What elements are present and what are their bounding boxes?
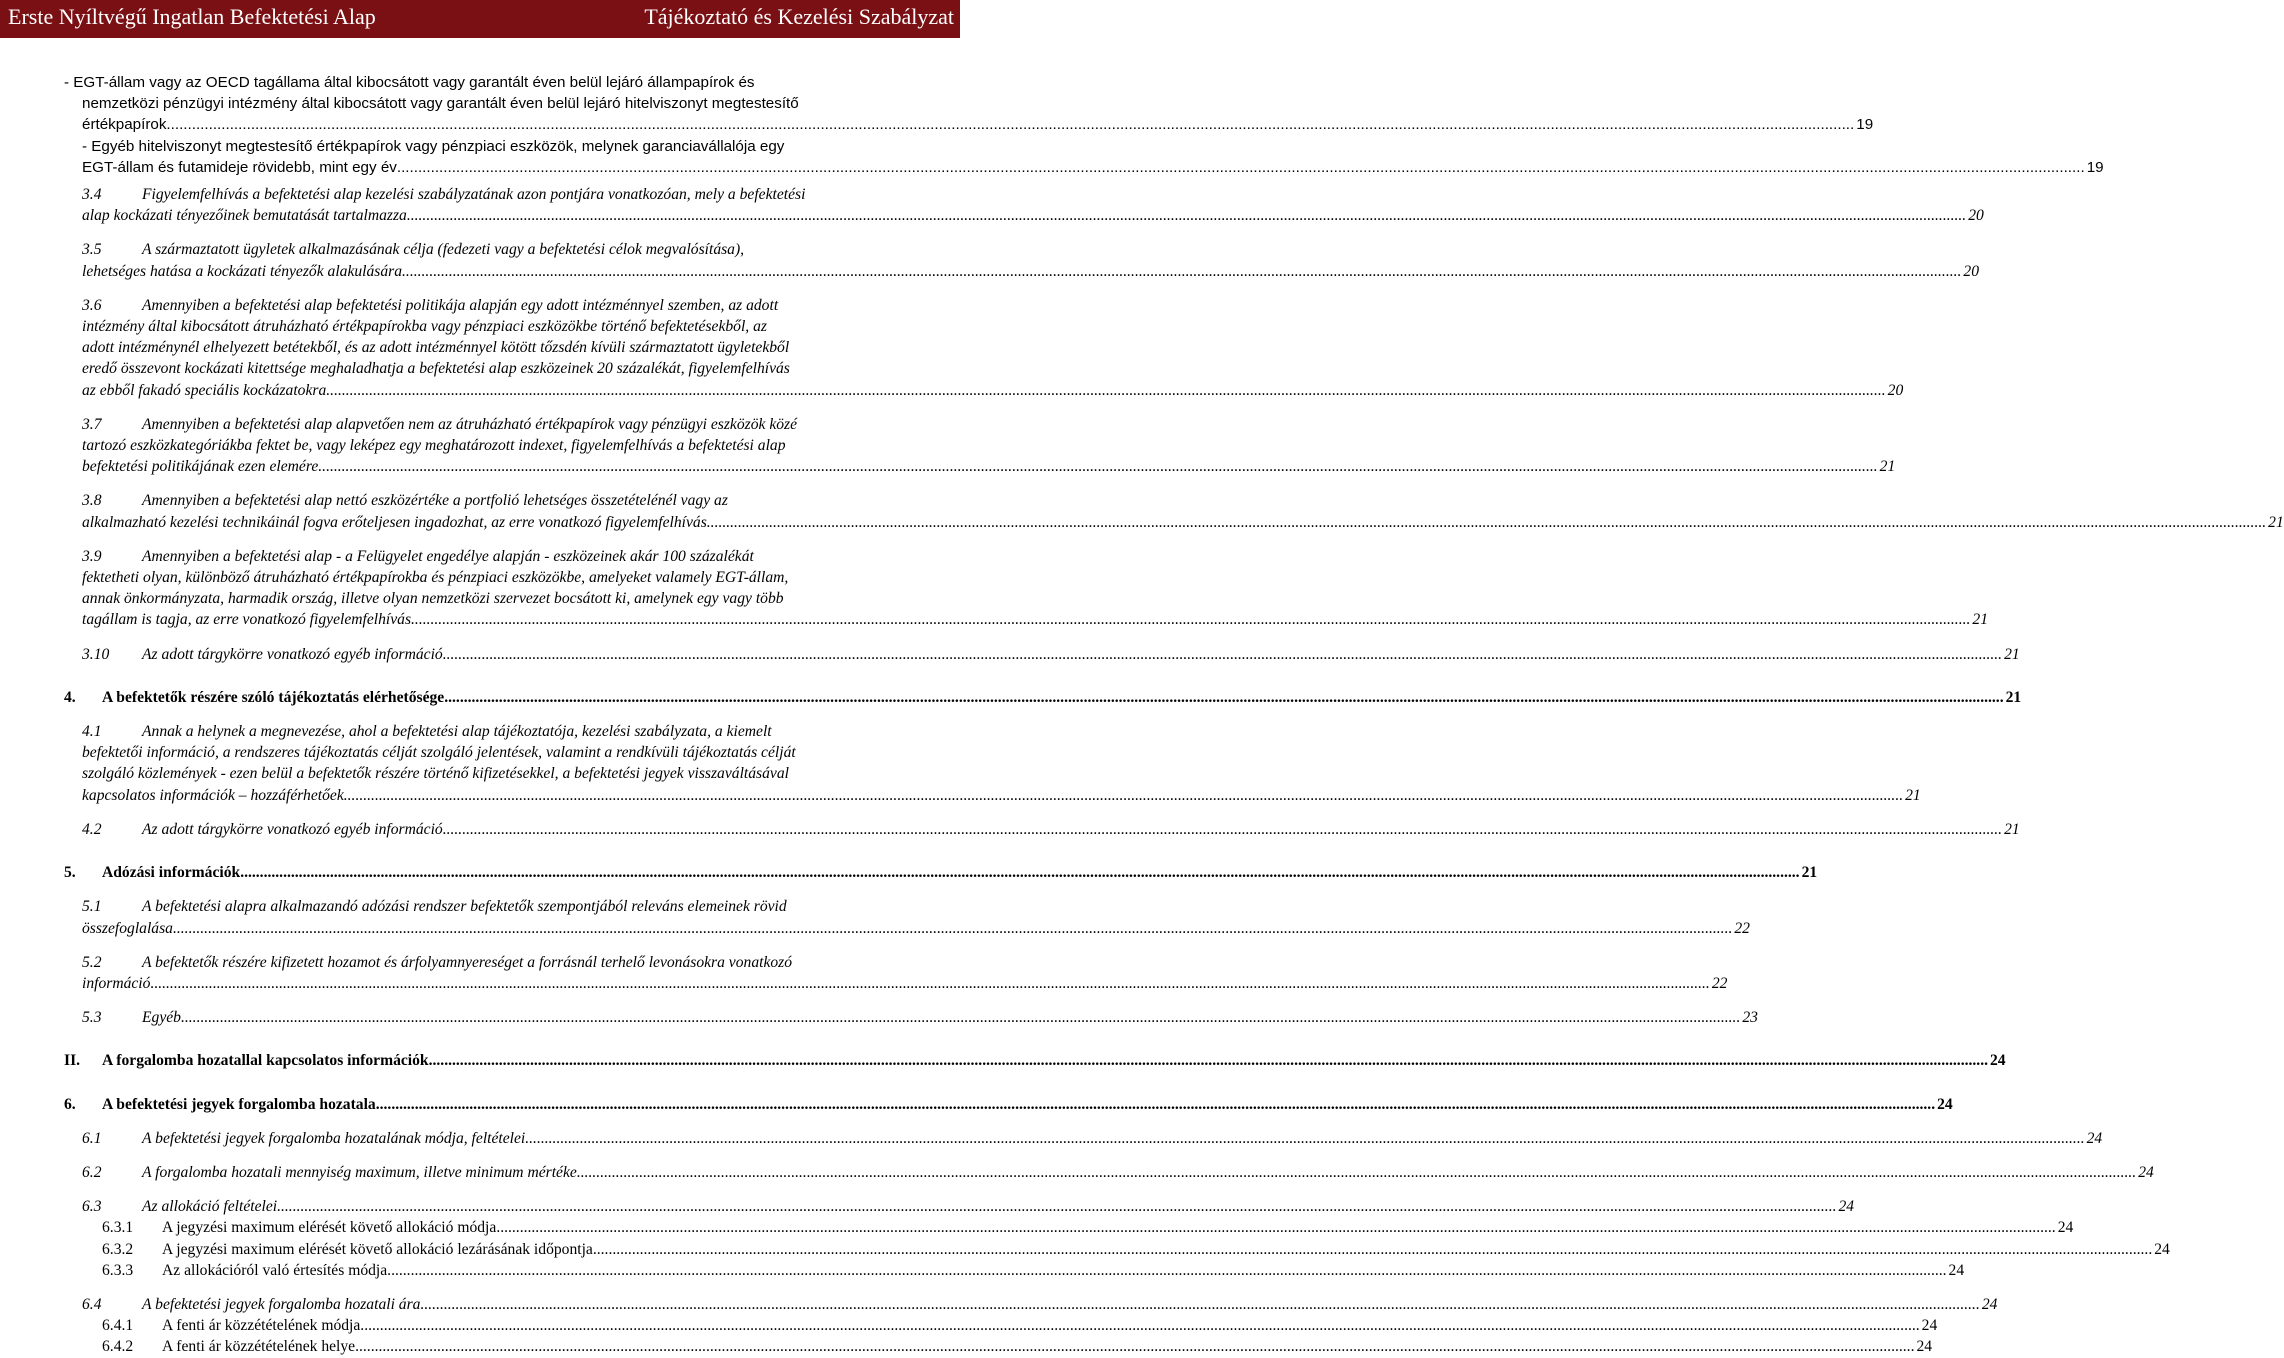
toc-page-number: 24 (2154, 1240, 2170, 1258)
toc-text-line (82, 763, 908, 784)
toc-dotted-line (82, 785, 1921, 806)
toc-line-label (82, 1007, 181, 1028)
toc-entry-e63 (82, 1196, 1855, 1217)
toc-entry-title: A fenti ár közzétételének helye (162, 1338, 356, 1356)
toc-entry-e41 (82, 721, 1921, 806)
toc-dotted-line (82, 512, 2284, 533)
toc-dotted-line (82, 157, 2104, 178)
toc-entry-e631 (82, 1217, 2074, 1238)
toc-entry-title: Adózási információk (102, 864, 241, 882)
toc-page-number: 22 (1711, 974, 1728, 992)
toc-entry-number: 5.1 (82, 898, 102, 916)
toc-entry-state-securities (64, 72, 1874, 136)
toc-entry-other-debt-securities (82, 136, 2104, 178)
toc-text-line (82, 239, 908, 260)
toc-entry-text: A befektetési alapra alkalmazandó adózási rendszer befektetők szempontjából releváns elemeinek rövid (142, 898, 787, 916)
toc-entry-number: 6.4 (82, 1295, 102, 1313)
toc-entry-number: 6.4.1 (102, 1317, 134, 1335)
toc-entry-text: - EGT-állam vagy az OECD tagállama által kibocsátott vagy garantált éven belül lejáró állampapírok és (64, 74, 755, 91)
toc-entry-text: A befektetők részére kifizetett hozamot és árfolyamnyereséget a forrásnál terhelő levonásokra vonatkozó (142, 953, 793, 971)
toc-line-label (102, 1315, 360, 1336)
toc-entry-text: Amennyiben a befektetési alap alapvetően nem az átruházható értékpapírok vagy pénzügyi eszközök közé (142, 415, 798, 433)
toc-dotted-line (82, 973, 1728, 994)
toc-line-label (102, 1217, 496, 1238)
toc-text-line (82, 136, 908, 157)
toc-dotted-line (82, 1239, 2170, 1260)
toc-line-label (82, 157, 397, 178)
toc-entry-number: 3.5 (82, 241, 102, 259)
toc-entry-text: Amennyiben a befektetési alap - a Felügyelet engedélye alapján - eszközeinek akár 100 százalékát (142, 547, 754, 565)
toc-entry-title: Az allokációról való értesítés módja (162, 1261, 388, 1279)
toc-entry-e39 (82, 546, 1988, 631)
toc-text-line (82, 358, 908, 379)
toc-entry-title: A jegyzési maximum elérését követő allokáció módja (162, 1219, 497, 1237)
toc-line-label (82, 973, 150, 994)
toc-text-line (82, 93, 908, 114)
toc-text-line (82, 546, 908, 567)
toc-entry-e64 (82, 1294, 1998, 1315)
toc-entry-e632 (82, 1239, 2170, 1260)
dot-leader: ................................................................................................................................................................................................................................................................................................................................................................................................................ (442, 820, 2003, 838)
toc-dotted-line (82, 1260, 1965, 1281)
toc-entry-title: A forgalomba hozatali mennyiség maximum, illetve minimum mértéke (142, 1163, 577, 1181)
toc-entry-text: annak önkormányzata, harmadik ország, illetve olyan nemzetközi szervezet bocsátott ki, amelynek egy vagy több (82, 590, 784, 608)
toc-page-number: 21 (2004, 645, 2020, 663)
toc-entry-e62 (82, 1162, 2154, 1183)
toc-dotted-line (82, 1162, 2154, 1183)
page-header (0, 0, 960, 38)
toc-line-label (82, 1162, 577, 1183)
toc-entry-e310 (82, 644, 2020, 665)
toc-dotted-line (82, 114, 1874, 135)
toc-dotted-line (82, 1336, 1933, 1357)
toc-entry-title: Az allokáció feltételei (142, 1198, 278, 1216)
toc-entry-title: A befektetők részére szóló tájékoztatás elérhetősége (102, 688, 445, 706)
toc-text-line (82, 567, 908, 588)
toc-dotted-line (82, 609, 1988, 630)
toc-entry-title: A jegyzési maximum elérését követő allokáció lezárásának időpontja (162, 1240, 593, 1258)
toc-entry-e35 (82, 239, 1979, 281)
toc-entry-text: fektetheti olyan, különböző átruházható értékpapírokba és pénzpiaci eszközökbe, amelyeket valamely EGT-állam, (82, 569, 789, 587)
toc-entry-number: 5.2 (82, 953, 102, 971)
toc-entry-number: 4.2 (82, 820, 102, 838)
toc-line-label (82, 644, 443, 665)
dot-leader: ................................................................................................................................................................................................................................................................................................................................................................................................................ (420, 1295, 1980, 1313)
toc-line-label (82, 609, 411, 630)
toc-entry-e61 (82, 1128, 2103, 1149)
toc-page-number: 24 (2086, 1129, 2103, 1147)
toc-entry-number: 6.3.3 (102, 1261, 134, 1279)
dot-leader: ................................................................................................................................................................................................................................................................................................................................................................................................................ (166, 116, 1855, 134)
toc-page-number: 19 (1856, 116, 1874, 134)
toc-line-label (64, 1094, 376, 1115)
toc-page-number: 20 (1887, 381, 1904, 399)
toc-entry-text: Amennyiben a befektetési alap befektetési politikája alapján egy adott intézménnyel szemben, az adott (142, 296, 779, 314)
toc-line-label (82, 918, 173, 939)
toc-page-number: 20 (1968, 207, 1984, 225)
toc-entry-text: alkalmazható kezelési technikáinál fogva erőteljesen ingadozhat, az erre vonatkozó figyelemfelhívás (82, 513, 707, 531)
toc-entry-number: 5. (64, 864, 76, 882)
toc-text-line (82, 896, 908, 917)
toc-line-label (82, 1128, 525, 1149)
toc-line-label (102, 1336, 355, 1357)
header-fund-name: Erste Nyíltvégű Ingatlan Befektetési Alap (8, 4, 376, 29)
toc-entry-number: 6.3 (82, 1198, 102, 1216)
toc-entry-text: kapcsolatos információk – hozzáférhetőek (82, 786, 344, 804)
toc-dotted-line (82, 1217, 2074, 1238)
dot-leader: ................................................................................................................................................................................................................................................................................................................................................................................................................ (706, 513, 2267, 531)
dot-leader: ................................................................................................................................................................................................................................................................................................................................................................................................................ (396, 158, 2085, 176)
dot-leader: ................................................................................................................................................................................................................................................................................................................................................................................................................ (442, 645, 2003, 663)
toc-page-number: 21 (2004, 820, 2020, 838)
toc-entry-title: A forgalomba hozatallal kapcsolatos információk (102, 1052, 429, 1070)
toc-entry-text: Annak a helynek a megnevezése, ahol a befektetési alap tájékoztatója, kezelési szabályzata, a kiemelt (142, 723, 772, 741)
dot-leader: ................................................................................................................................................................................................................................................................................................................................................................................................................ (355, 1338, 1915, 1356)
toc-text-line (82, 435, 908, 456)
toc-entry-title: A fenti ár közzétételének módja (162, 1317, 361, 1335)
toc-page-number: 21 (1972, 611, 1988, 629)
dot-leader: ................................................................................................................................................................................................................................................................................................................................................................................................................ (240, 864, 1800, 882)
toc-dotted-line (82, 205, 1984, 226)
dot-leader: ................................................................................................................................................................................................................................................................................................................................................................................................................ (318, 458, 1878, 476)
dot-leader: ................................................................................................................................................................................................................................................................................................................................................................................................................ (277, 1198, 1837, 1216)
toc-entry-e51 (82, 896, 1750, 938)
toc-entry-e34 (82, 184, 1984, 226)
toc-entry-text: értékpapírok (82, 116, 167, 134)
toc-page-number: 24 (2138, 1163, 2154, 1181)
toc-entry-title: Az adott tárgykörre vonatkozó egyéb információ (142, 645, 443, 663)
toc-page-number: 21 (2268, 513, 2284, 531)
toc-line-label (102, 1260, 387, 1281)
toc-page-number: 23 (1742, 1009, 1758, 1027)
toc-entry-e36 (82, 295, 1904, 401)
toc-entry-e633 (82, 1260, 1965, 1281)
toc-entry-number: 6.1 (82, 1129, 102, 1147)
toc-entry-title: Az adott tárgykörre vonatkozó egyéb információ (142, 820, 443, 838)
toc-page-number: 19 (2086, 158, 2104, 176)
toc-entry-e52 (82, 952, 1728, 994)
toc-line-label (64, 687, 444, 708)
toc-line-label (64, 862, 240, 883)
toc-page-number: 24 (1981, 1295, 1998, 1313)
toc-page-number: 20 (1963, 262, 1979, 280)
toc-line-label (82, 261, 402, 282)
toc-entry-number: 3.7 (82, 415, 102, 433)
toc-line-label (82, 512, 707, 533)
toc-line-label (64, 1050, 429, 1071)
toc-text-line (82, 184, 908, 205)
toc-entry-e642 (82, 1336, 1933, 1357)
toc-entry-title: Egyéb (142, 1009, 181, 1027)
toc-entry-number: II. (64, 1052, 81, 1070)
dot-leader: ................................................................................................................................................................................................................................................................................................................................................................................................................ (402, 262, 1962, 280)
toc-page-number: 21 (1905, 786, 1921, 804)
toc-entry-eII (64, 1050, 2006, 1071)
dot-leader: ................................................................................................................................................................................................................................................................................................................................................................................................................ (496, 1219, 2056, 1237)
toc-dotted-line (64, 1094, 1953, 1115)
toc-entry-text: adott intézménynél elhelyezett betétekből, és az adott intézménnyel kötött tőzsdén kívüli származtatott ügyletekből (82, 339, 790, 357)
toc-dotted-line (82, 1294, 1998, 1315)
dot-leader: ................................................................................................................................................................................................................................................................................................................................................................................................................ (592, 1240, 2153, 1258)
toc-dotted-line (82, 1315, 1938, 1336)
toc-page-number: 22 (1734, 919, 1750, 937)
toc-entry-text: alap kockázati tényezőinek bemutatását tartalmazza (82, 207, 407, 225)
toc-entry-text: Figyelemfelhívás a befektetési alap kezelési szabályzatának azon pontjára vonatkozóan, mely a befektetési (142, 186, 806, 204)
toc-dotted-line (82, 1128, 2103, 1149)
toc-dotted-line (64, 1050, 2006, 1071)
toc-entry-text: A származtatott ügyletek alkalmazásának célja (fedezeti vagy a befektetési célok megvalósítása), (142, 241, 745, 259)
toc-entry-number: 4. (64, 688, 76, 706)
toc-entry-text: lehetséges hatása a kockázati tényezők alakulására (82, 262, 403, 280)
toc-text-line (82, 742, 908, 763)
toc-text-line (64, 72, 908, 93)
toc-entry-number: 6.3.2 (102, 1240, 134, 1258)
toc-page-number: 21 (2005, 688, 2022, 706)
toc-dotted-line (82, 819, 2020, 840)
toc-entry-text: eredő összevont kockázati kitettsége meghaladhatja a befektetési alap eszközeinek 20 százalékát, figyelemfelhívás (82, 360, 790, 378)
toc-line-label (102, 1239, 593, 1260)
toc-text-line (82, 337, 908, 358)
header-document-title: Tájékoztató és Kezelési Szabályzat (644, 4, 954, 29)
dot-leader: ................................................................................................................................................................................................................................................................................................................................................................................................................ (411, 611, 1971, 629)
toc-entry-text: befektetési politikájának ezen elemére (82, 458, 319, 476)
toc-entry-number: 5.3 (82, 1009, 102, 1027)
toc-text-line (82, 588, 908, 609)
table-of-contents (64, 72, 2284, 1358)
toc-line-label (82, 819, 443, 840)
dot-leader: ................................................................................................................................................................................................................................................................................................................................................................................................................ (576, 1163, 2137, 1181)
dot-leader: ................................................................................................................................................................................................................................................................................................................................................................................................................ (406, 207, 1967, 225)
toc-dotted-line (82, 1196, 1855, 1217)
toc-line-label (82, 1196, 277, 1217)
toc-page-number: 21 (1801, 864, 1818, 882)
toc-dotted-line (82, 456, 1896, 477)
toc-entry-text: - Egyéb hitelviszonyt megtestesítő értékpapírok vagy pénzpiaci eszközök, melynek garanciavállalója egy (82, 137, 785, 155)
dot-leader: ................................................................................................................................................................................................................................................................................................................................................................................................................ (343, 786, 1904, 804)
toc-dotted-line (64, 862, 1818, 883)
toc-entry-e53 (82, 1007, 1758, 1028)
toc-entry-number: 3.8 (82, 492, 102, 510)
toc-text-line (82, 952, 908, 973)
dot-leader: ................................................................................................................................................................................................................................................................................................................................................................................................................ (150, 974, 1710, 992)
toc-entry-text: az ebből fakadó speciális kockázatokra (82, 381, 327, 399)
dot-leader: ................................................................................................................................................................................................................................................................................................................................................................................................................ (444, 688, 2004, 706)
toc-line-label (82, 456, 318, 477)
toc-entry-text: összefoglalása (82, 919, 173, 937)
toc-text-line (82, 414, 908, 435)
toc-page-number: 24 (1948, 1261, 1965, 1279)
toc-entry-e5 (64, 862, 1818, 883)
toc-text-line (82, 490, 908, 511)
toc-entry-number: 3.4 (82, 186, 102, 204)
toc-entry-text: Amennyiben a befektetési alap nettó eszközértéke a portfolió lehetséges összetételénél vagy az (142, 492, 728, 510)
toc-entry-number: 6.4.2 (102, 1338, 134, 1356)
toc-entry-number: 3.9 (82, 547, 102, 565)
toc-entry-title: A befektetési jegyek forgalomba hozatalának módja, feltételei (142, 1129, 526, 1147)
toc-page-number: 24 (2057, 1219, 2074, 1237)
toc-page-number: 21 (1879, 458, 1896, 476)
toc-page-number: 24 (1937, 1095, 1953, 1113)
toc-entry-text: nemzetközi pénzügyi intézmény által kibocsátott vagy garantált éven belül lejáró hitelviszonyt megtestesítő (82, 95, 799, 113)
toc-text-line (82, 316, 908, 337)
toc-page-number: 24 (1838, 1198, 1855, 1216)
toc-page-number: 24 (1916, 1338, 1933, 1356)
toc-dotted-line (82, 918, 1750, 939)
toc-text-line (82, 295, 908, 316)
dot-leader: ................................................................................................................................................................................................................................................................................................................................................................................................................ (375, 1095, 1936, 1113)
dot-leader: ................................................................................................................................................................................................................................................................................................................................................................................................................ (180, 1009, 1741, 1027)
toc-entry-text: EGT-állam és futamideje rövidebb, mint egy év (82, 158, 397, 176)
toc-page-number: 24 (1921, 1317, 1938, 1335)
toc-entry-text: szolgáló közlemények - ezen belül a befektetők részére történő kifizetésekkel, a befektetési jegyek visszaváltásával (82, 765, 789, 783)
toc-entry-number: 6.3.1 (102, 1219, 134, 1237)
toc-dotted-line (82, 1007, 1758, 1028)
toc-line-label (82, 785, 344, 806)
toc-dotted-line (82, 380, 1904, 401)
toc-line-label (82, 205, 407, 226)
dot-leader: ................................................................................................................................................................................................................................................................................................................................................................................................................ (525, 1129, 2085, 1147)
toc-dotted-line (82, 644, 2020, 665)
dot-leader: ................................................................................................................................................................................................................................................................................................................................................................................................................ (172, 919, 1733, 937)
toc-entry-text: információ (82, 974, 151, 992)
dot-leader: ................................................................................................................................................................................................................................................................................................................................................................................................................ (360, 1317, 1920, 1335)
dot-leader: ................................................................................................................................................................................................................................................................................................................................................................................................................ (428, 1052, 1988, 1070)
toc-entry-number: 6.2 (82, 1163, 102, 1181)
toc-entry-e6 (64, 1094, 1953, 1115)
toc-entry-e42 (82, 819, 2020, 840)
toc-entry-number: 6. (64, 1095, 76, 1113)
toc-entry-title: A befektetési jegyek forgalomba hozatala (102, 1095, 376, 1113)
dot-leader: ................................................................................................................................................................................................................................................................................................................................................................................................................ (387, 1261, 1947, 1279)
dot-leader: ................................................................................................................................................................................................................................................................................................................................................................................................................ (326, 381, 1886, 399)
toc-entry-text: intézmény által kibocsátott átruházható értékpapírokba vagy pénzpiaci eszközökbe történő befektetésekből, az (82, 318, 767, 336)
toc-page-number: 24 (1989, 1052, 2006, 1070)
toc-line-label (82, 380, 326, 401)
toc-entry-number: 4.1 (82, 723, 102, 741)
toc-entry-number: 3.10 (82, 645, 110, 663)
toc-line-label (82, 114, 166, 135)
toc-entry-e37 (82, 414, 1896, 478)
toc-entry-e641 (82, 1315, 1938, 1336)
toc-entry-e38 (82, 490, 2284, 532)
toc-entry-number: 3.6 (82, 296, 102, 314)
toc-dotted-line (82, 261, 1979, 282)
toc-entry-text: befektetői információ, a rendszeres tájékoztatás célját szolgáló jelentések, valamint a rendkívüli tájékoztatás célját (82, 744, 796, 762)
toc-line-label (82, 1294, 420, 1315)
toc-dotted-line (64, 687, 2022, 708)
toc-entry-e4 (64, 687, 2022, 708)
toc-entry-title: A befektetési jegyek forgalomba hozatali ára (142, 1295, 421, 1313)
toc-entry-text: tagállam is tagja, az erre vonatkozó figyelemfelhívás (82, 611, 412, 629)
toc-text-line (82, 721, 908, 742)
toc-entry-text: tartozó eszközkategóriákba fektet be, vagy leképez egy meghatározott indexet, figyelemfelhívás a befektetési alap (82, 437, 786, 455)
